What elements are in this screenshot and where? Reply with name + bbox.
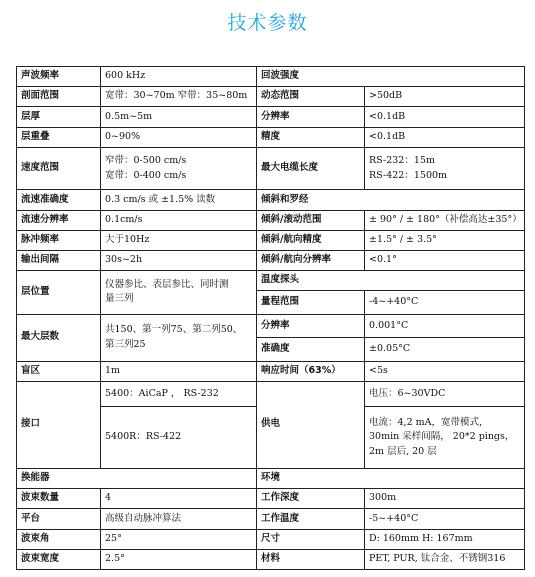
label-cell: 工作温度 — [257, 509, 365, 529]
table-row — [17, 67, 525, 87]
table-row — [17, 381, 525, 407]
value-cell: PET, PUR, 钛合金、不锈钢316 — [365, 549, 525, 569]
value-cell: 300m — [365, 489, 525, 509]
table-row — [17, 468, 525, 488]
table-row — [17, 107, 525, 127]
label-cell: 速度范围 — [17, 147, 101, 190]
spec-table — [16, 66, 525, 570]
value-cell: ±0.05°C — [365, 338, 525, 361]
label-cell: 响应时间（63%） — [257, 361, 365, 381]
value-line: 宽带：0-400 cm/s — [105, 169, 187, 181]
table-row — [17, 271, 525, 291]
label-cell: 准确度 — [257, 338, 365, 361]
table-row — [17, 361, 525, 381]
value-cell: <0.1° — [365, 250, 525, 270]
value-line: 电流：4,2 mA，宽带模式， — [369, 416, 489, 428]
value-line: RS-422：1500m — [369, 169, 448, 181]
page-title: 技术参数 — [227, 12, 308, 34]
value-cell: 4 — [101, 489, 257, 509]
table-row — [17, 529, 525, 549]
table-row — [17, 190, 525, 210]
table-row — [17, 230, 525, 250]
value-cell — [101, 314, 257, 361]
section-header: 倾斜和罗经 — [257, 190, 525, 210]
label-cell: 层重叠 — [17, 127, 101, 147]
value-cell: <0.1dB — [365, 107, 525, 127]
value-line: 2m 层后, 20 层 — [369, 445, 437, 457]
label-cell: 流速准确度 — [17, 190, 101, 210]
label-cell: 动态范围 — [257, 87, 365, 107]
section-header: 温度探头 — [257, 271, 525, 291]
value-line: 量三列 — [105, 293, 134, 305]
value-cell: 600 kHz — [101, 67, 257, 87]
label-cell: 精度 — [257, 127, 365, 147]
label-cell: 层位置 — [17, 271, 101, 315]
value-line: 第三列25 — [105, 338, 146, 350]
table-row — [17, 87, 525, 107]
label-cell: 波束角 — [17, 529, 101, 549]
label-cell: 分辨率 — [257, 107, 365, 127]
label-cell: 倾斜/滚动范围 — [257, 210, 365, 230]
value-cell — [101, 271, 257, 315]
value-cell: -4~+40°C — [365, 291, 525, 314]
value-cell: <0.1dB — [365, 127, 525, 147]
value-line: 共150、第一列75、第二列50、 — [105, 323, 243, 335]
value-line: 窄带：0-500 cm/s — [105, 154, 187, 166]
label-cell: 倾斜/航向分辨率 — [257, 250, 365, 270]
table-row — [17, 549, 525, 569]
value-cell: 电压：6~30VDC — [365, 381, 525, 407]
table-row — [17, 509, 525, 529]
label-cell: 分辨率 — [257, 314, 365, 337]
label-cell: 层厚 — [17, 107, 101, 127]
value-cell: 0.1cm/s — [101, 210, 257, 230]
label-cell: 剖面范围 — [17, 87, 101, 107]
label-cell: 倾斜/航向精度 — [257, 230, 365, 250]
section-header: 换能器 — [17, 468, 257, 488]
value-cell: 0.001°C — [365, 314, 525, 337]
label-cell: 量程范围 — [257, 291, 365, 314]
value-cell: ±1.5° / ± 3.5° — [365, 230, 525, 250]
value-cell: 5400：AiCaP ， RS-232 — [101, 381, 257, 407]
label-cell: 波束宽度 — [17, 549, 101, 569]
value-line: 仪器参比、表层参比、同时测 — [105, 278, 229, 290]
value-cell: -5~+40°C — [365, 509, 525, 529]
value-cell: D: 160mm H: 167mm — [365, 529, 525, 549]
value-cell: 30s~2h — [101, 250, 257, 270]
value-cell: 高级自动脉冲算法 — [101, 509, 257, 529]
table-row — [17, 489, 525, 509]
table-row — [17, 127, 525, 147]
value-cell — [365, 147, 525, 190]
label-cell: 波束数量 — [17, 489, 101, 509]
label-cell: 工作深度 — [257, 489, 365, 509]
label-cell: 脉冲频率 — [17, 230, 101, 250]
section-header: 环境 — [257, 468, 525, 488]
value-cell: 宽带：30~70m 窄带：35~80m — [101, 87, 257, 107]
label-cell: 供电 — [257, 381, 365, 468]
value-cell: 1m — [101, 361, 257, 381]
label-cell: 流速分辨率 — [17, 210, 101, 230]
value-cell: 0~90% — [101, 127, 257, 147]
label-cell: 尺寸 — [257, 529, 365, 549]
value-cell: 2.5° — [101, 549, 257, 569]
value-cell: <5s — [365, 361, 525, 381]
value-line: RS-232：15m — [369, 154, 435, 166]
value-cell: 0.5m~5m — [101, 107, 257, 127]
value-cell — [101, 147, 257, 190]
label-cell: 最大层数 — [17, 314, 101, 361]
value-cell: 大于10Hz — [101, 230, 257, 250]
table-row — [17, 314, 525, 337]
label-cell: 最大电缆长度 — [257, 147, 365, 190]
label-cell: 盲区 — [17, 361, 101, 381]
value-cell: 0.3 cm/s 或 ±1.5% 读数 — [101, 190, 257, 210]
table-row — [17, 250, 525, 270]
value-line: 30min 采样间隔， 20*2 pings， — [369, 431, 515, 443]
value-cell — [365, 407, 525, 469]
section-header: 回波强度 — [257, 67, 525, 87]
label-cell: 输出间隔 — [17, 250, 101, 270]
value-cell: 25° — [101, 529, 257, 549]
label-cell: 材料 — [257, 549, 365, 569]
value-cell: >50dB — [365, 87, 525, 107]
label-cell: 声波频率 — [17, 67, 101, 87]
label-cell: 平台 — [17, 509, 101, 529]
value-cell: ± 90° / ± 180°（补偿高达±35°） — [365, 210, 525, 230]
table-row — [17, 210, 525, 230]
table-row — [17, 147, 525, 190]
value-cell: 5400R：RS-422 — [101, 407, 257, 469]
label-cell: 接口 — [17, 381, 101, 468]
